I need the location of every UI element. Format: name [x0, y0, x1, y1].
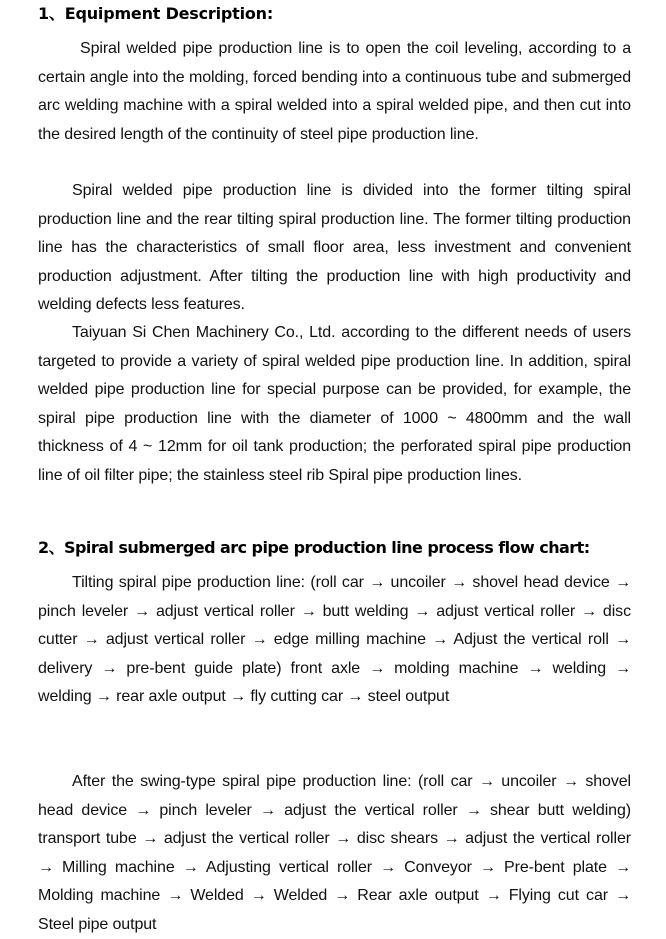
paragraph-company-offerings: Taiyuan Si Chen Machinery Co., Ltd. according to the different needs of users targeted to provide a variety of spiral welded pipe production line. In addition, spiral welded pipe production line for special purpose can be provided, for example, the spiral pipe production line with the diameter of 1000 ~ 4800mm and the wall thickness of 4 ~ 12mm for oil tank production; the perforated spiral pipe production line of oil filter pipe; the stainless steel rib Spiral pipe production lines. [38, 324, 631, 484]
paragraph-line-types: Spiral welded pipe production line is divided into the former tilting spiral production line and the rear tilting spiral production line. The former tilting production line has the characteristics of small floor area, less investment and convenient production adjustment. After tilting the production line with high productivity and welding defects less features. [38, 182, 631, 313]
paragraph-overview: Spiral welded pipe production line is to open the coil leveling, according to a certain angle into the molding, forced bending into a continuous tube and submerged arc welding machine with a spiral welded into a spiral welded pipe, and then cut into the desired length of the continuity of steel pipe production line. [38, 40, 631, 143]
paragraph-swing-type-line-flow: After the swing-type spiral pipe production line: (roll car → uncoiler → shovel head device → pinch leveler → adjust the vertical roller → shear butt welding) transport tube → adjust the vertical roller → disc shears → adjust the vertical roller → Milling machine → Adjusting vertical roller → Conveyor → Pre-bent plate → Molding machine → Welded → Welded → Rear axle output → Flying cut car → Steel pipe output [38, 773, 631, 933]
section-heading-process-flow: 2、Spiral submerged arc pipe production line process flow chart: [38, 538, 590, 557]
paragraph-tilting-line-flow: Tilting spiral pipe production line: (roll car → uncoiler → shovel head device → pinch leveler → adjust vertical roller → butt welding → adjust vertical roller → disc cutter → adjust vertical roller → edge milling machine → Adjust the vertical roll → delivery → pre-bent guide plate) front axle → molding machine → welding → welding → rear axle output → fly cutting car → steel output [38, 574, 631, 705]
section-heading-equipment-description: 1、Equipment Description: [38, 4, 274, 23]
